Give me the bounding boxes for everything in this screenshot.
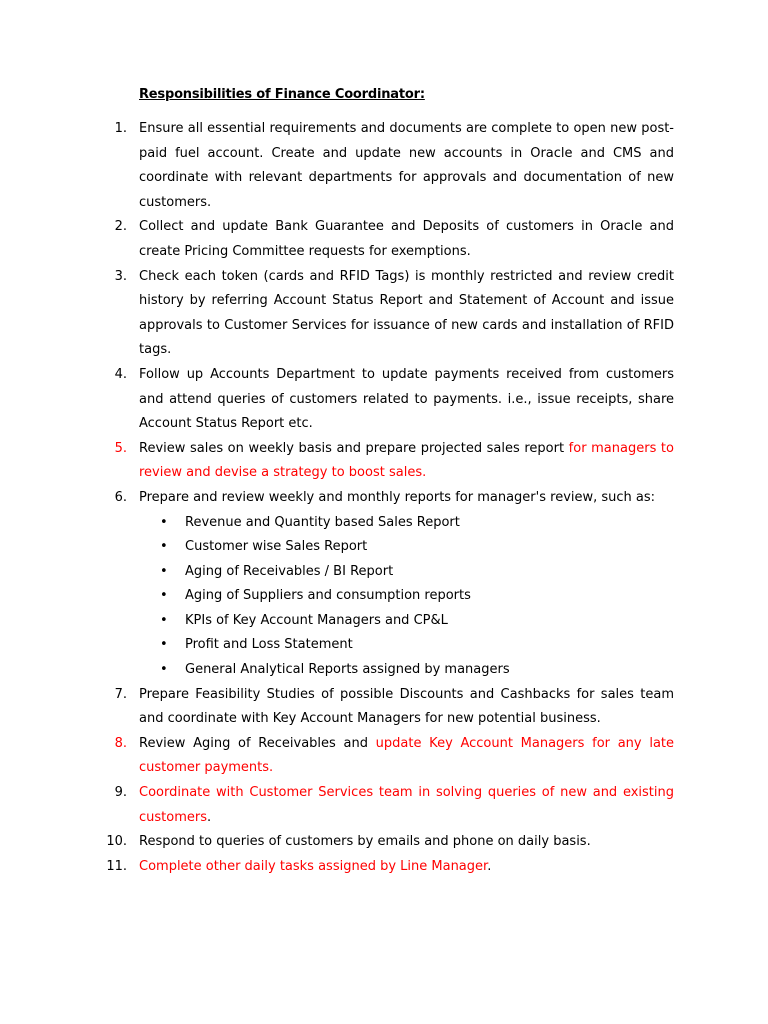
responsibilities-list xyxy=(0,117,768,879)
item-text: Ensure all essential requirements and documents are complete to open new post-paid fuel account. Create and update new accounts in Oracle and CMS and coordinate with relevant departments for approvals and documentation of new customers. xyxy=(139,121,674,210)
list-item-11 xyxy=(0,855,674,880)
bullet-icon: • xyxy=(160,563,168,579)
sub-bullet-text: KPIs of Key Account Managers and CP&L xyxy=(185,612,448,628)
item-number: 3. xyxy=(114,268,127,284)
item-number: 5. xyxy=(114,440,127,456)
sub-bullet-text: General Analytical Reports assigned by managers xyxy=(185,662,510,678)
sub-bullet-item xyxy=(0,560,768,585)
item-text: Review Aging of Receivables and xyxy=(139,735,376,751)
sub-bullet-item xyxy=(0,511,768,536)
item-highlight-text: update Key Account Managers for any late customer payments. xyxy=(139,735,674,776)
item-text: Prepare and review weekly and monthly reports for manager's review, such as: xyxy=(139,489,656,505)
sub-bullet-item xyxy=(0,584,768,609)
item-number: 10. xyxy=(106,834,127,850)
item-number: 6. xyxy=(114,489,127,505)
sub-bullet-text: Profit and Loss Statement xyxy=(185,637,353,653)
bullet-icon: • xyxy=(160,612,168,628)
item-number: 7. xyxy=(114,686,127,702)
item-highlight-text: Coordinate with Customer Services team in solving queries of new and existing customers xyxy=(139,785,674,825)
list-item-4 xyxy=(0,363,674,437)
list-item-9 xyxy=(0,781,674,830)
item-number: 8. xyxy=(114,735,127,751)
item-number: 11. xyxy=(106,858,127,874)
sub-bullet-text: Aging of Receivables / BI Report xyxy=(185,563,394,579)
item-text: Respond to queries of customers by emails and phone on daily basis. xyxy=(139,834,591,850)
bullet-icon: • xyxy=(160,637,168,653)
list-item-5 xyxy=(0,437,674,486)
item-number: 2. xyxy=(114,219,127,235)
bullet-icon: • xyxy=(160,588,168,604)
bullet-icon: • xyxy=(160,514,168,530)
item-highlight-text: for managers to review and devise a strategy to boost sales. xyxy=(139,440,674,481)
item-text: Prepare Feasibility Studies of possible Discounts and Cashbacks for sales team and coordinate with Key Account Managers for new potential business. xyxy=(139,686,674,727)
sub-bullet-item xyxy=(0,535,768,560)
list-item-2 xyxy=(0,215,674,264)
list-item-1 xyxy=(0,117,674,215)
item-number: 9. xyxy=(114,785,127,801)
sub-bullet-text: Revenue and Quantity based Sales Report xyxy=(185,514,460,530)
item-text: Collect and update Bank Guarantee and Deposits of customers in Oracle and create Pricing Committee requests for exemptions. xyxy=(139,219,674,259)
sub-bullet-item xyxy=(0,658,768,683)
list-item-3 xyxy=(0,265,674,363)
list-item-10 xyxy=(0,830,674,855)
list-item-8 xyxy=(0,732,674,781)
item-highlight-text: Complete other daily tasks assigned by Line Manager xyxy=(139,858,488,874)
bullet-icon: • xyxy=(160,539,168,555)
list-item-7 xyxy=(0,683,674,732)
item-suffix: . xyxy=(207,809,212,825)
list-item-6 xyxy=(0,486,674,511)
item-text: Follow up Accounts Department to update payments received from customers and attend queries of customers related to payments. i.e., issue receipts, share Account Status Report etc. xyxy=(139,366,674,432)
sub-bullet-item xyxy=(0,633,768,658)
item-number: 1. xyxy=(114,121,127,136)
item-text: Check each token (cards and RFID Tags) is monthly restricted and review credit history by referring Account Status Report and Statement of Account and issue approvals to Customer Services for issuance of new cards and installation of RFID tags. xyxy=(139,268,674,358)
item-number: 4. xyxy=(114,366,127,382)
item-suffix: . xyxy=(487,858,492,874)
sub-bullet-text: Customer wise Sales Report xyxy=(185,539,368,555)
item-text: Review sales on weekly basis and prepare projected sales report xyxy=(139,440,569,456)
sub-bullet-item xyxy=(0,609,768,634)
sub-bullet-text: Aging of Suppliers and consumption reports xyxy=(185,588,471,604)
bullet-icon: • xyxy=(160,662,168,678)
document-title: Responsibilities of Finance Coordinator: xyxy=(139,87,425,102)
